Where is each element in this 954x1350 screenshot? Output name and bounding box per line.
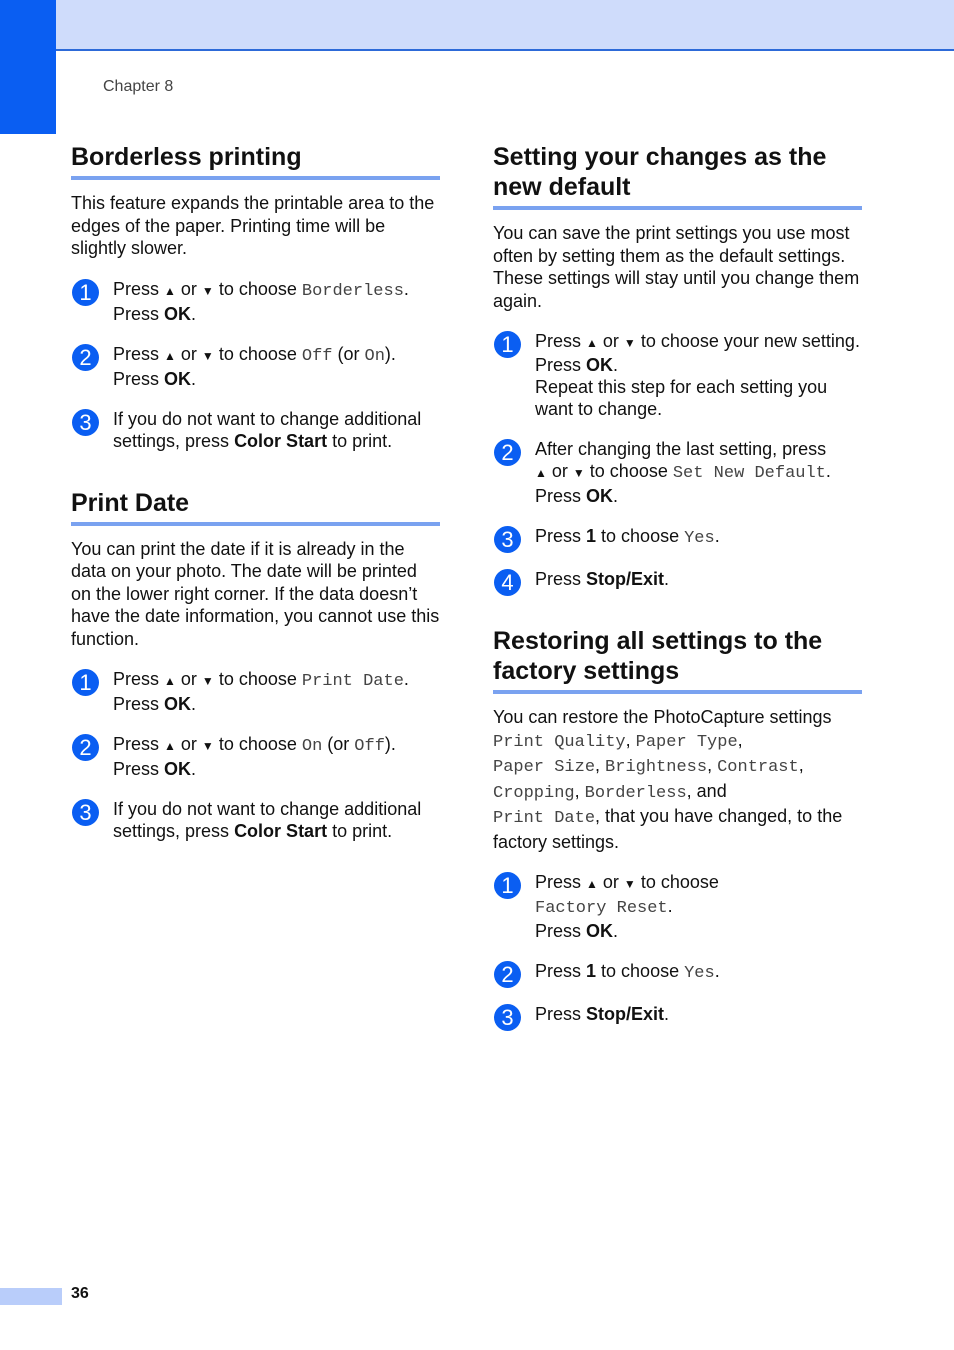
restore-step-3: 3 Press Stop/Exit. <box>493 1003 862 1025</box>
new-default-step-4: 4 Press Stop/Exit. <box>493 568 862 590</box>
print-date-step-3: 3 If you do not want to change additional settings, press Color Start to print. <box>71 798 440 842</box>
up-arrow-icon: ▲ <box>164 674 176 688</box>
menu-option: Print Date <box>301 672 404 691</box>
section-title-print-date: Print Date <box>71 488 190 517</box>
step-number-badge: 1 <box>72 669 99 696</box>
up-arrow-icon: ▲ <box>164 348 176 363</box>
menu-option: Borderless <box>301 281 404 301</box>
menu-option: Set New Default <box>672 464 826 483</box>
header-bar <box>0 0 954 51</box>
section-title-new-default: Setting your changes as the new default <box>493 143 827 201</box>
key-name: OK <box>164 759 192 779</box>
print-date-step-2: 2 Press ▲ or ▼ to choose On (or Off). Press OK. <box>71 733 440 780</box>
up-arrow-icon: ▲ <box>586 336 598 350</box>
borderless-step-2: 2 Press ▲ or ▼ to choose Off (or On). Press OK. <box>71 343 440 390</box>
new-default-step-3: 3 Press 1 to choose Yes. <box>493 525 862 550</box>
section-rule <box>71 176 440 180</box>
down-arrow-icon: ▼ <box>201 348 214 363</box>
step-number-badge: 4 <box>494 569 521 596</box>
footer-tab <box>0 1288 62 1305</box>
page-number: 36 <box>71 1285 89 1302</box>
restore-step-1: 1 Press ▲ or ▼ to choose Factory Reset. Press OK. <box>493 871 862 942</box>
key-name: OK <box>164 368 192 389</box>
key-name: Stop/Exit <box>586 1004 665 1024</box>
up-arrow-icon: ▲ <box>164 283 176 298</box>
step-number-badge: 2 <box>494 961 521 988</box>
new-default-intro: You can save the print settings you use most often by setting them as the default settings. These settings will stay until you change them again. <box>493 223 860 311</box>
menu-option: Yes <box>684 529 715 548</box>
key-name: OK <box>586 355 614 375</box>
key-name: Color Start <box>234 430 328 451</box>
chapter-tab <box>0 0 56 134</box>
section-rule <box>71 522 440 526</box>
step-number-badge: 2 <box>72 344 99 371</box>
key-name: OK <box>164 694 192 714</box>
key-name: Color Start <box>234 821 328 841</box>
up-arrow-icon: ▲ <box>586 877 598 891</box>
section-rule <box>493 690 862 694</box>
down-arrow-icon: ▼ <box>623 877 636 891</box>
up-arrow-icon: ▲ <box>164 739 176 753</box>
borderless-intro: This feature expands the printable area to the edges of the paper. Printing time will be slightly slower. <box>71 193 435 258</box>
down-arrow-icon: ▼ <box>623 336 636 350</box>
down-arrow-icon: ▼ <box>201 674 214 688</box>
new-default-step-2: 2 After changing the last setting, press ▲ or ▼ to choose Set New Default. Press OK. <box>493 438 862 507</box>
key-name: Stop/Exit <box>586 569 665 589</box>
down-arrow-icon: ▼ <box>201 283 214 298</box>
section-title-borderless: Borderless printing <box>71 143 302 171</box>
step-number-badge: 1 <box>494 331 521 358</box>
key-name: OK <box>586 486 614 506</box>
repeat-note: Repeat this step for each setting you want to change. <box>535 377 828 419</box>
step-number-badge: 1 <box>494 872 521 899</box>
print-date-intro: You can print the date if it is already in the data on your photo. The date will be printed on the lower right corner. If the data doesn’t have the date information, you cannot use this function. <box>71 538 440 649</box>
restore-step-2: 2 Press 1 to choose Yes. <box>493 960 862 985</box>
chapter-label: Chapter 8 <box>103 78 174 95</box>
menu-option: Off <box>301 346 333 366</box>
left-column <box>71 142 440 842</box>
down-arrow-icon: ▼ <box>572 466 585 480</box>
step-number-badge: 2 <box>72 734 99 761</box>
key-name: 1 <box>586 526 597 546</box>
menu-option: Factory Reset <box>535 899 668 918</box>
menu-option: Yes <box>684 964 715 983</box>
borderless-step-1: 1 Press ▲ or ▼ to choose Borderless. Press OK. <box>71 278 440 325</box>
down-arrow-icon: ▼ <box>201 739 214 753</box>
key-name: OK <box>586 921 614 941</box>
new-default-step-1: 1 Press ▲ or ▼ to choose your new setting. Press OK. Repeat this step for each setting you want to change. <box>493 330 862 420</box>
step-number-badge: 2 <box>494 439 521 466</box>
menu-option: Off <box>354 737 385 756</box>
menu-option: On <box>364 346 385 366</box>
section-rule <box>493 206 862 210</box>
menu-option: On <box>301 737 323 756</box>
restore-intro: You can restore the PhotoCapture settings Print Quality, Paper Type, Paper Size, Brightness, Contrast, Cropping, Borderless, and Print Date, that you have changed, to the factory settings. <box>493 707 843 852</box>
up-arrow-icon: ▲ <box>535 466 547 480</box>
step-number-badge: 1 <box>72 279 99 306</box>
key-name: 1 <box>586 961 597 981</box>
step-number-badge: 3 <box>494 1004 521 1031</box>
section-title-restore: Restoring all settings to the factory settings <box>493 627 823 685</box>
right-column <box>493 142 862 1030</box>
step-number-badge: 3 <box>72 409 99 436</box>
key-name: OK <box>164 303 192 324</box>
print-date-step-1: 1 Press ▲ or ▼ to choose Print Date. Press OK. <box>71 668 440 715</box>
step-number-badge: 3 <box>72 799 99 826</box>
step-number-badge: 3 <box>494 526 521 553</box>
borderless-step-3: 3 If you do not want to change additional settings, press Color Start to print. <box>71 408 440 452</box>
